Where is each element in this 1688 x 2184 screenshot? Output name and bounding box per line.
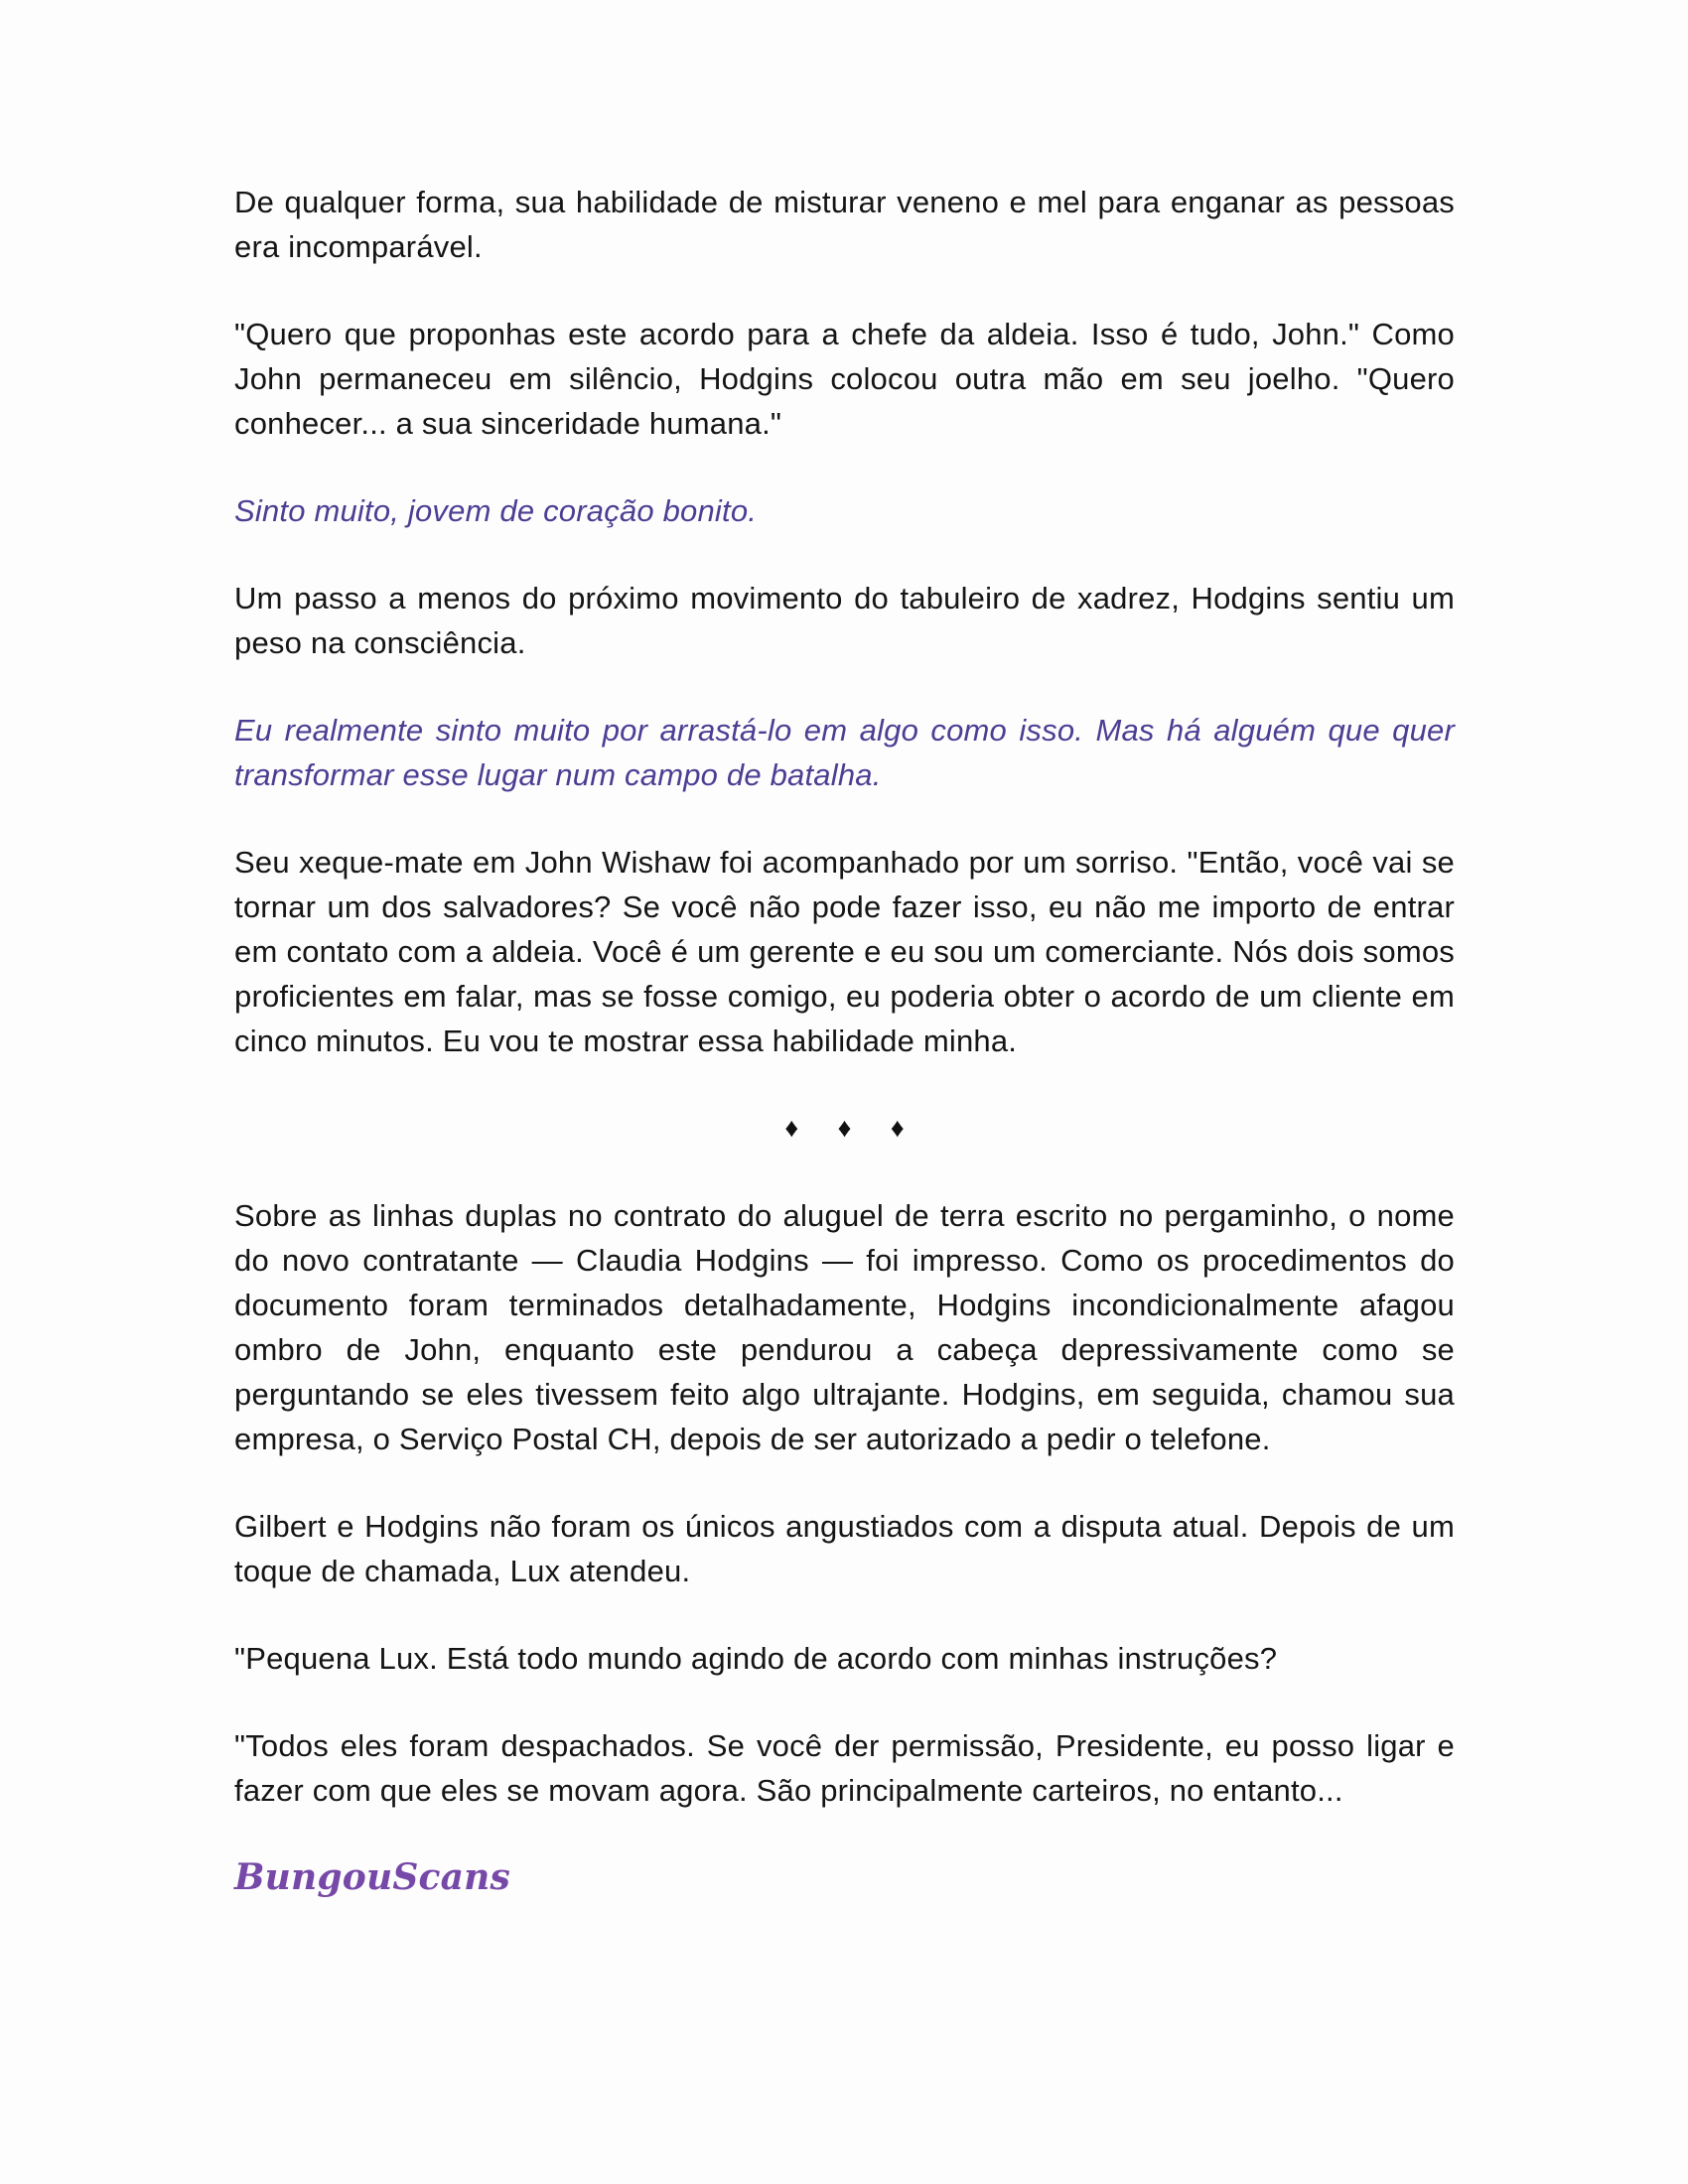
scanlation-credit: BungouScans	[234, 1856, 511, 1898]
inner-thought-paragraph: Sinto muito, jovem de coração bonito.	[234, 493, 758, 528]
body-paragraph: De qualquer forma, sua habilidade de misturar veneno e mel para enganar as pessoas era incomparável.	[234, 185, 1455, 264]
body-paragraph: Sobre as linhas duplas no contrato do aluguel de terra escrito no pergaminho, o nome do novo contratante — Claudia Hodgins — foi impresso. Como os procedimentos do documento foram terminados detalhadamente, Hodgins incondicionalmente afagou ombro de John, enquanto este pendurou a cabeça depressivamente como se perguntando se eles tivessem feito algo ultrajante. Hodgins, em seguida, chamou sua empresa, o Serviço Postal CH, depois de ser autorizado a pedir o telefone.	[234, 1198, 1455, 1456]
body-paragraph: Seu xeque-mate em John Wishaw foi acompanhado por um sorriso. "Então, você vai se tornar um dos salvadores? Se você não pode fazer isso, eu não me importo de entrar em contato com a aldeia. Você é um gerente e eu sou um comerciante. Nós dois somos proficientes em falar, mas se fosse comigo, eu poderia obter o acordo de um cliente em cinco minutos. Eu vou te mostrar essa habilidade minha.	[234, 845, 1455, 1058]
body-paragraph: Um passo a menos do próximo movimento do tabuleiro de xadrez, Hodgins sentiu um peso na consciência.	[234, 581, 1455, 660]
body-paragraph: "Quero que proponhas este acordo para a chefe da aldeia. Isso é tudo, John." Como John permaneceu em silêncio, Hodgins colocou outra mão em seu joelho. "Quero conhecer... a sua sinceridade humana."	[234, 317, 1455, 441]
body-paragraph: "Pequena Lux. Está todo mundo agindo de acordo com minhas instruções?	[234, 1641, 1278, 1676]
scene-separator: ♦ ♦ ♦	[784, 1113, 920, 1143]
body-paragraph: "Todos eles foram despachados. Se você der permissão, Presidente, eu posso ligar e fazer com que eles se movam agora. São principalmente carteiros, no entanto...	[234, 1728, 1455, 1808]
body-paragraph: Gilbert e Hodgins não foram os únicos angustiados com a disputa atual. Depois de um toque de chamada, Lux atendeu.	[234, 1509, 1455, 1588]
text-column	[234, 180, 1455, 1900]
inner-thought-paragraph: Eu realmente sinto muito por arrastá-lo em algo como isso. Mas há alguém que quer transformar esse lugar num campo de batalha.	[234, 713, 1455, 792]
